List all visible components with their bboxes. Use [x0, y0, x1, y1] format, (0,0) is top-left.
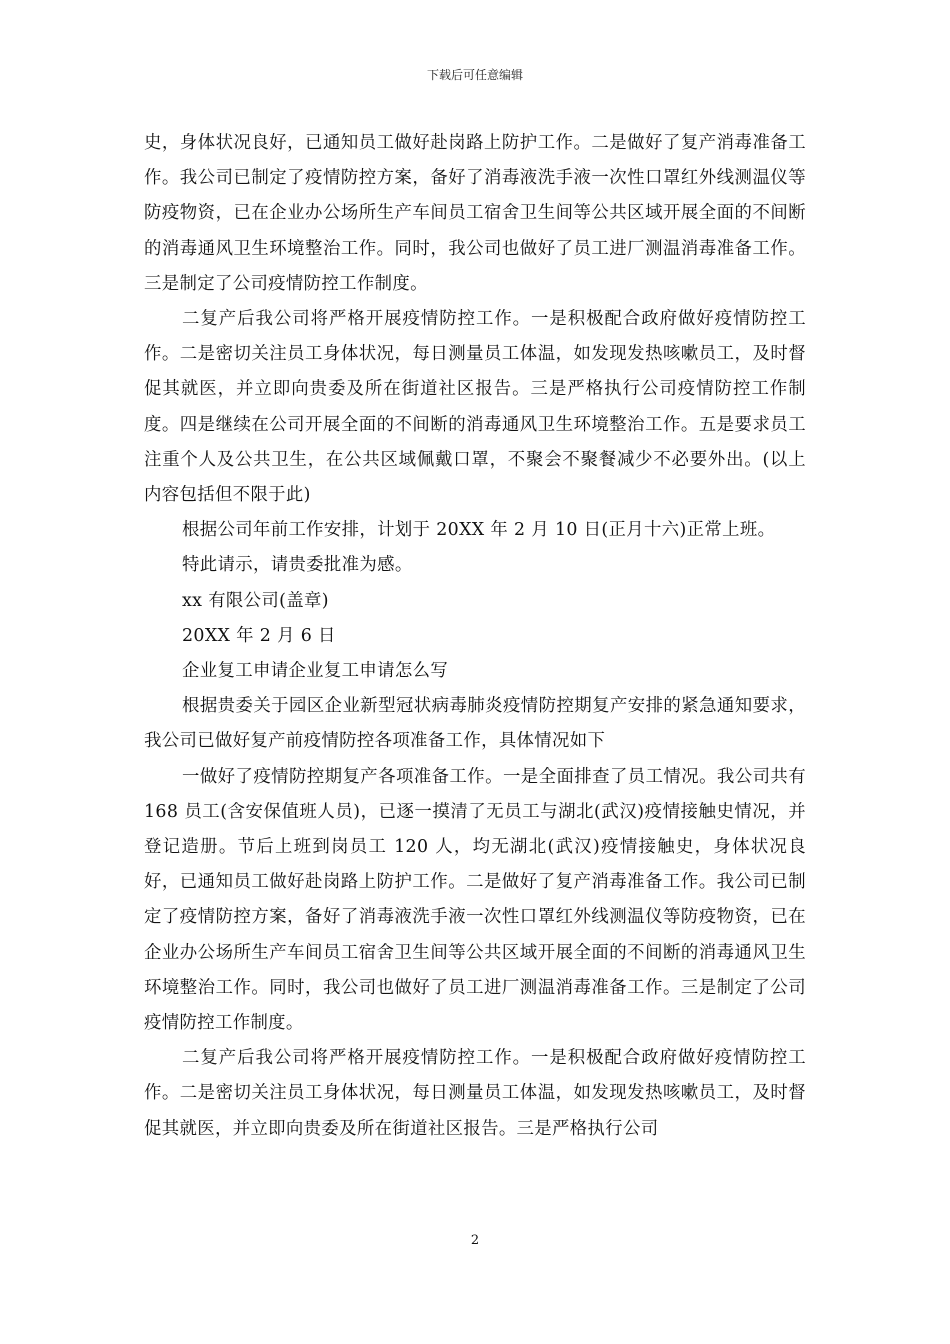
signature-date: 20XX 年 2 月 6 日 [182, 625, 336, 646]
paragraph: 特此请示，请贵委批准为感。 [182, 555, 413, 576]
signature-company: xx 有限公司(盖章) [182, 590, 329, 611]
paragraph: 一做好了疫情防控期复产各项准备工作。一是全面排查了员工情况。我公司共有 168 员工(含安保值班人员)，已逐一摸清了无员工与湖北(武汉)疫情接触史情况，并登记造册。节后上班到岗员工 120 人，均无湖北(武汉)疫情接触史，身体状况良好，已通知员工做好赴岗路上防护工作。二是做好了复产消毒准备工作。我公司已制定了疫情防控方案，备好了消毒液洗手液一次性口罩红外线测温仪等防疫物资，已在企业办公场所生产车间员工宿舍卫生间等公共区域开展全面的不间断的消毒通风卫生环境整治工作。同时，我公司也做好了员工进厂测温消毒准备工作。三是制定了公司疫情防控工作制度。 [144, 766, 806, 1034]
page-header-note: 下载后可任意编辑 [426, 68, 523, 82]
paragraph: 二复产后我公司将严格开展疫情防控工作。一是积极配合政府做好疫情防控工作。二是密切关注员工身体状况，每日测量员工体温，如发现发热咳嗽员工，及时督促其就医，并立即向贵委及所在街道社区报告。三是严格执行公司疫情防控工作制度。四是继续在公司开展全面的不间断的消毒通风卫生环境整治工作。五是要求员工注重个人及公共卫生，在公共区域佩戴口罩，不聚会不聚餐减少不必要外出。(以上内容包括但不限于此) [144, 309, 806, 506]
paragraph: 根据公司年前工作安排，计划于 20XX 年 2 月 10 日(正月十六)正常上班。 [182, 520, 776, 541]
document-body [144, 126, 806, 1147]
page-number: 2 [470, 1233, 480, 1248]
paragraph: 根据贵委关于园区企业新型冠状病毒肺炎疫情防控期复产安排的紧急通知要求，我公司已做好复产前疫情防控各项准备工作，具体情况如下 [144, 696, 806, 752]
section-title: 企业复工申请企业复工申请怎么写 [182, 661, 449, 682]
paragraph: 史，身体状况良好，已通知员工做好赴岗路上防护工作。二是做好了复产消毒准备工作。我公司已制定了疫情防控方案，备好了消毒液洗手液一次性口罩红外线测温仪等防疫物资，已在企业办公场所生产车间员工宿舍卫生间等公共区域开展全面的不间断的消毒通风卫生环境整治工作。同时，我公司也做好了员工进厂测温消毒准备工作。三是制定了公司疫情防控工作制度。 [144, 133, 806, 294]
paragraph: 二复产后我公司将严格开展疫情防控工作。一是积极配合政府做好疫情防控工作。二是密切关注员工身体状况，每日测量员工体温，如发现发热咳嗽员工，及时督促其就医，并立即向贵委及所在街道社区报告。三是严格执行公司 [144, 1048, 806, 1139]
